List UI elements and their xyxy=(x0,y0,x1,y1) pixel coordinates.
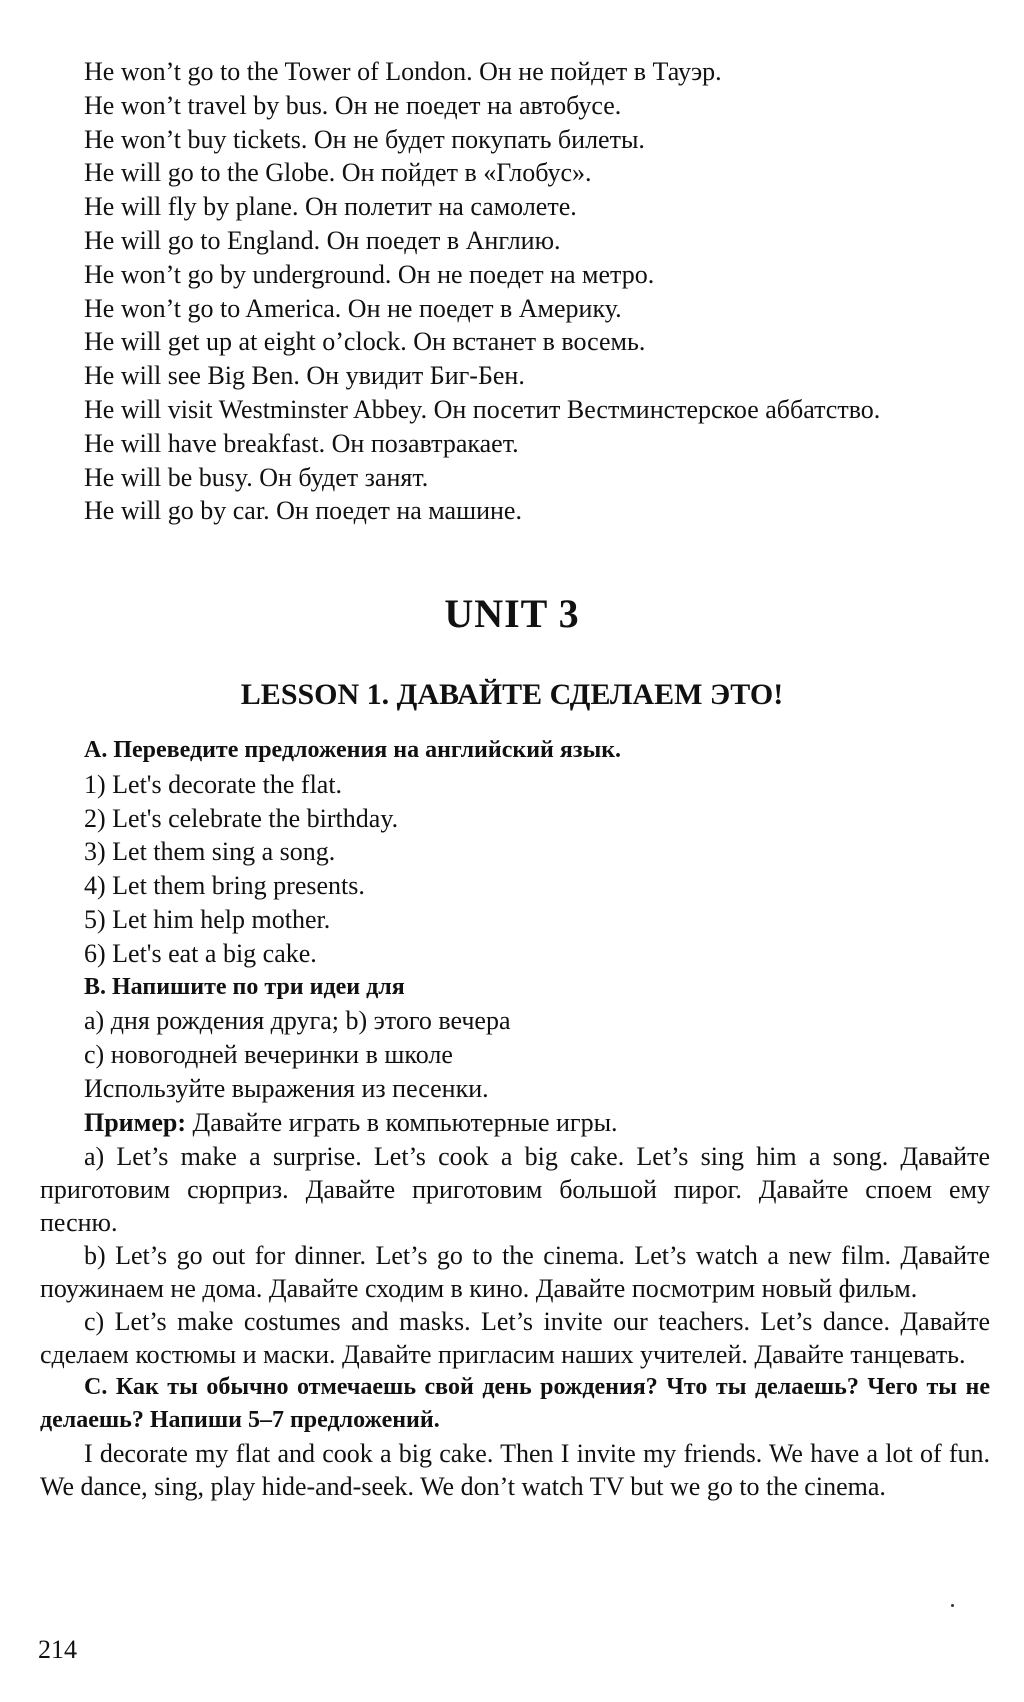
translation-line: He won’t go to America. Он не поедет в Америку. xyxy=(84,293,622,323)
print-speck xyxy=(951,1604,954,1607)
translation-line: He will go by car. Он поедет на машине. xyxy=(84,496,522,526)
list-item: 5) Let him help mother. xyxy=(84,904,331,934)
section-b-line: Используйте выражения из песенки. xyxy=(84,1073,489,1103)
list-item: 2) Let's celebrate the birthday. xyxy=(84,803,399,833)
translation-list xyxy=(84,55,984,528)
section-b-heading: В. Напишите по три идеи для xyxy=(84,973,405,1000)
lesson-body xyxy=(40,734,990,1503)
section-a-heading: А. Переведите предложения на английский язык. xyxy=(84,737,622,763)
answer-paragraph: c) Let’s make costumes and masks. Let’s invite our teachers. Let’s dance. Давайте сделаем костюмы и маски. Давайте пригласим наших учителей. Давайте танцевать. xyxy=(40,1306,990,1369)
section-c-answer: I decorate my flat and cook a big cake. Then I invite my friends. We have a lot of fun. We dance, sing, play hide-and-seek. We don’t watch TV but we go to the cinema. xyxy=(40,1438,990,1501)
answer-paragraph: a) Let’s make a surprise. Let’s cook a big cake. Let’s sing him a song. Давайте приготовим сюрприз. Давайте приготовим большой пирог. Давайте споем ему песню. xyxy=(40,1141,990,1237)
translation-line: He will see Big Ben. Он увидит Биг-Бен. xyxy=(84,361,525,391)
answer-paragraph: b) Let’s go out for dinner. Let’s go to the cinema. Let’s watch a new film. Давайте поужинаем не дома. Давайте сходим в кино. Давайте посмотрим новый фильм. xyxy=(40,1240,990,1303)
lesson-title: LESSON 1. ДАВАЙТЕ СДЕЛАЕМ ЭТО! xyxy=(240,678,784,711)
translation-line: He will visit Westminster Abbey. Он посетит Вестминстерское аббатство. xyxy=(84,394,881,424)
example-text: Давайте играть в компьютерные игры. xyxy=(186,1107,618,1137)
section-b-line: с) новогодней вечеринки в школе xyxy=(84,1040,453,1070)
list-item: 1) Let's decorate the flat. xyxy=(84,769,343,799)
page-number: 214 xyxy=(38,1635,77,1664)
section-a xyxy=(40,734,990,971)
translation-line: He won’t go to the Tower of London. Он не пойдет в Тауэр. xyxy=(84,57,722,86)
translation-line: He won’t travel by bus. Он не поедет на автобусе. xyxy=(84,90,622,120)
translation-line: He will get up at eight o’clock. Он встанет в восемь. xyxy=(84,327,646,357)
list-item: 3) Let them sing a song. xyxy=(84,837,336,867)
translation-line: He won’t go by underground. Он не поедет на метро. xyxy=(84,259,655,289)
example-label: Пример: xyxy=(84,1107,187,1137)
unit-title: UNIT 3 xyxy=(444,591,580,636)
section-c-heading: С. Как ты обычно отмечаешь свой день рождения? Что ты делаешь? Чего ты не делаешь? Напиши 5–7 предложений. xyxy=(40,1373,990,1433)
section-b xyxy=(40,971,990,1140)
translation-line: He will have breakfast. Он позавтракает. xyxy=(84,428,519,458)
translation-line: He will go to England. Он поедет в Англию. xyxy=(84,225,561,255)
translation-line: He won’t buy tickets. Он не будет покупать билеты. xyxy=(84,124,645,154)
list-item: 4) Let them bring presents. xyxy=(84,871,365,901)
list-item: 6) Let's eat a big cake. xyxy=(84,938,317,968)
example-line xyxy=(84,1106,990,1140)
translation-line: He will go to the Globe. Он пойдет в «Глобус». xyxy=(84,158,592,188)
section-b-line: а) дня рождения друга; b) этого вечера xyxy=(84,1006,511,1036)
translation-line: He will fly by plane. Он полетит на самолете. xyxy=(84,192,577,222)
translation-line: He will be busy. Он будет занят. xyxy=(84,462,429,492)
